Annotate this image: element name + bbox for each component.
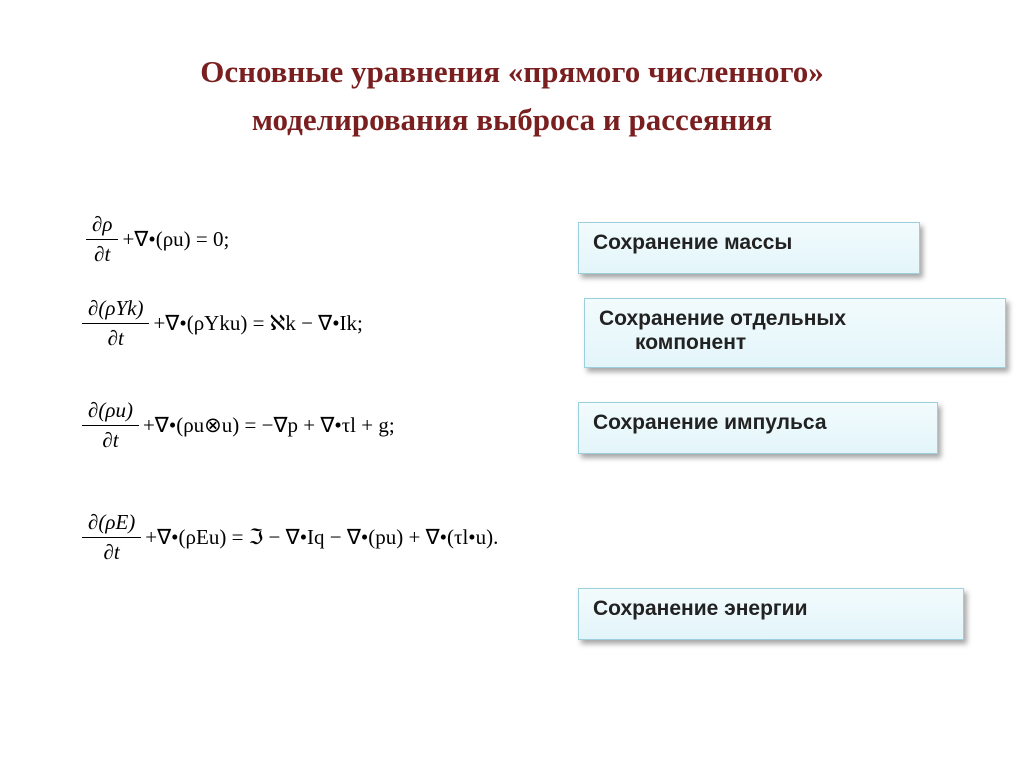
slide-title bbox=[60, 48, 964, 144]
label-box-mass bbox=[578, 222, 920, 274]
eq-momentum-rest: +∇•(ρu⊗u) = −∇p + ∇•τl + g; bbox=[142, 413, 395, 437]
eq-momentum-denominator: ∂t bbox=[102, 428, 119, 452]
eq-mass-denominator: ∂t bbox=[94, 242, 111, 266]
eq-species-rest: +∇•(ρYku) = ℵk − ∇•Ik; bbox=[153, 311, 363, 335]
equation-momentum bbox=[82, 398, 395, 453]
label-mass: Сохранение массы bbox=[593, 231, 793, 254]
eq-momentum-fraction bbox=[82, 398, 139, 453]
label-energy: Сохранение энергии bbox=[593, 597, 808, 620]
eq-mass-rest: +∇•(ρu) = 0; bbox=[122, 227, 230, 251]
eq-energy-fraction bbox=[82, 510, 141, 565]
eq-energy-numerator: ∂(ρE) bbox=[88, 510, 136, 534]
label-momentum: Сохранение импульса bbox=[593, 411, 827, 434]
eq-species-denominator: ∂t bbox=[107, 326, 124, 350]
label-box-momentum bbox=[578, 402, 938, 454]
label-species-line2: компонент bbox=[635, 331, 747, 354]
title-line-2: моделирования выброса и рассеяния bbox=[251, 102, 773, 137]
eq-species-fraction bbox=[82, 296, 149, 351]
equation-mass bbox=[86, 212, 229, 267]
equation-species bbox=[82, 296, 363, 351]
eq-mass-numerator: ∂ρ bbox=[92, 212, 113, 236]
eq-species-numerator: ∂(ρYk) bbox=[88, 296, 144, 320]
eq-momentum-numerator: ∂(ρu) bbox=[88, 398, 133, 422]
eq-energy-rest: +∇•(ρEu) = ℑ − ∇•Iq − ∇•(pu) + ∇•(τl•u). bbox=[145, 525, 499, 549]
eq-energy-denominator: ∂t bbox=[103, 540, 120, 564]
eq-mass-fraction bbox=[86, 212, 118, 267]
label-box-energy bbox=[578, 588, 964, 640]
label-species-line1: Сохранение отдельных bbox=[599, 307, 846, 330]
label-box-species bbox=[584, 298, 1006, 368]
equation-energy bbox=[82, 510, 498, 565]
title-line-1: Основные уравнения «прямого численного» bbox=[200, 54, 824, 89]
